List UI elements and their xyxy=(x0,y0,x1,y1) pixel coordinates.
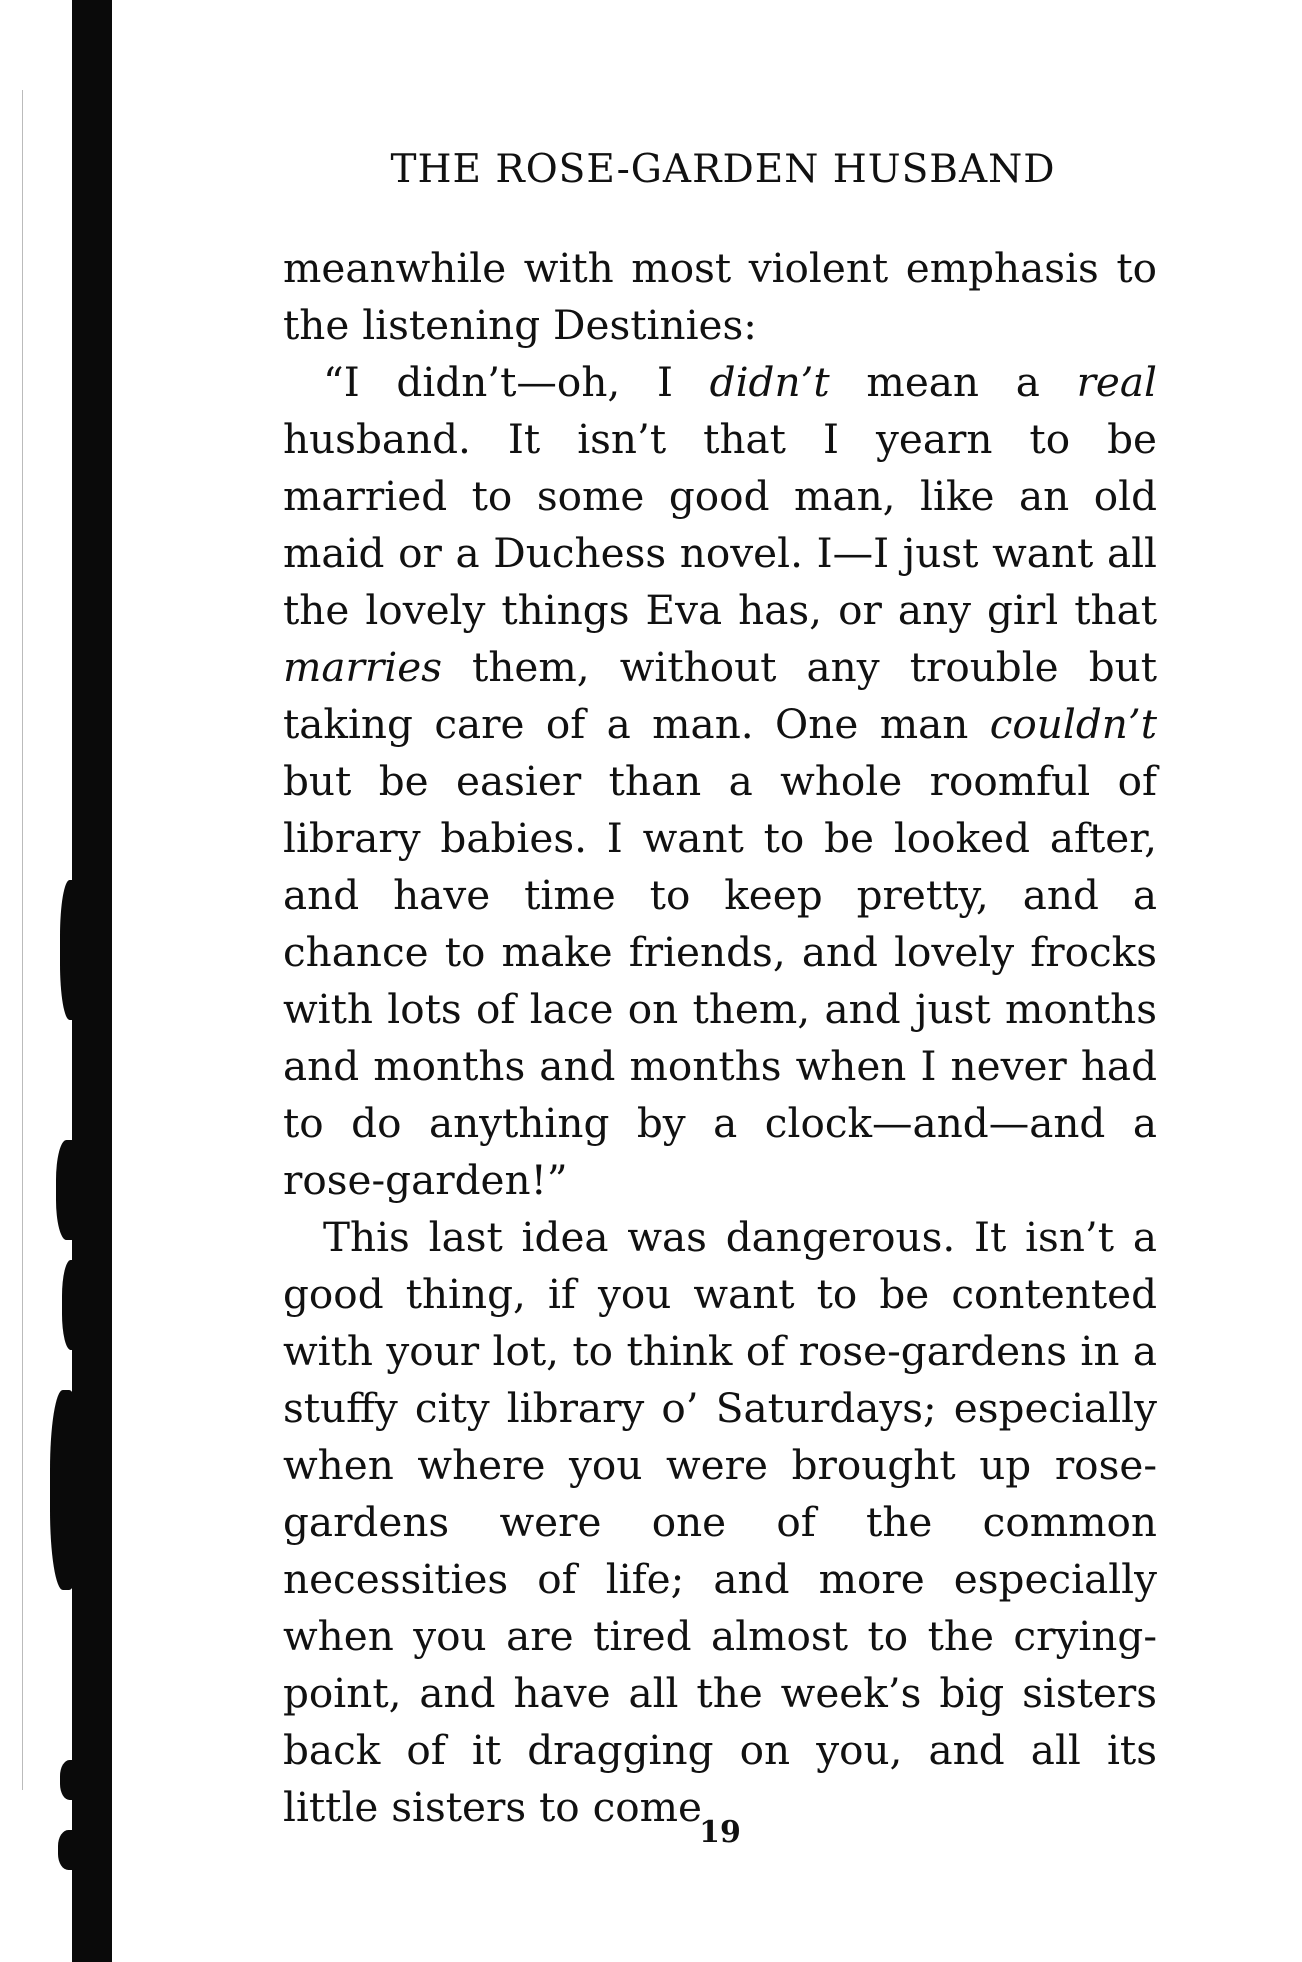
scan-blot xyxy=(60,1760,84,1800)
italic-run: couldn’t xyxy=(989,700,1157,748)
italic-run: real xyxy=(1076,358,1157,406)
paragraph xyxy=(283,354,1157,1209)
scan-line xyxy=(22,90,23,1790)
scan-blot xyxy=(50,1390,82,1590)
page-number: 19 xyxy=(699,1815,741,1850)
scan-blot xyxy=(62,1260,84,1350)
text-run: “I didn’t—oh, I xyxy=(323,358,710,406)
italic-run: didn’t xyxy=(709,358,830,406)
scan-blot xyxy=(58,1830,84,1870)
text-run: but be easier than a whole roomful of library babies. I want to be looked after, and have time to keep pretty, and a chance to make friends, and lovely frocks with lots of lace on them, and just months and months and months when I never had to do anything by a clock—and—and a rose-garden!” xyxy=(283,757,1157,1204)
text-run: This last idea was dangerous. It isn’t a good thing, if you want to be contented with your lot, to think of rose-gardens in a stuffy city library o’ Saturdays; especially when where you were brought up rose-gardens were one of the common necessities of life; and more especially when you are tired almost to the crying-point, and have all the week’s big sisters back of it dragging on you, and all its little sisters to come xyxy=(283,1213,1157,1831)
running-head: THE ROSE-GARDEN HUSBAND xyxy=(390,147,1056,192)
text-run: meanwhile with most violent emphasis to the listening Destinies: xyxy=(283,244,1157,349)
text-run: husband. It isn’t that I yearn to be married to some good man, like an old maid or a Duchess novel. I—I just want all the lovely things Eva has, or any girl that xyxy=(283,415,1157,634)
text-run: mean a xyxy=(829,358,1077,406)
body-text xyxy=(283,240,1157,1836)
paragraph xyxy=(283,1209,1157,1836)
italic-run: marries xyxy=(283,643,442,691)
scan-blot xyxy=(60,880,84,1020)
paragraph xyxy=(283,240,1157,354)
scan-blot xyxy=(56,1140,82,1240)
text-run: them, without any trouble but taking care of a man. One man xyxy=(283,643,1157,748)
binding-shadow xyxy=(0,0,120,1962)
